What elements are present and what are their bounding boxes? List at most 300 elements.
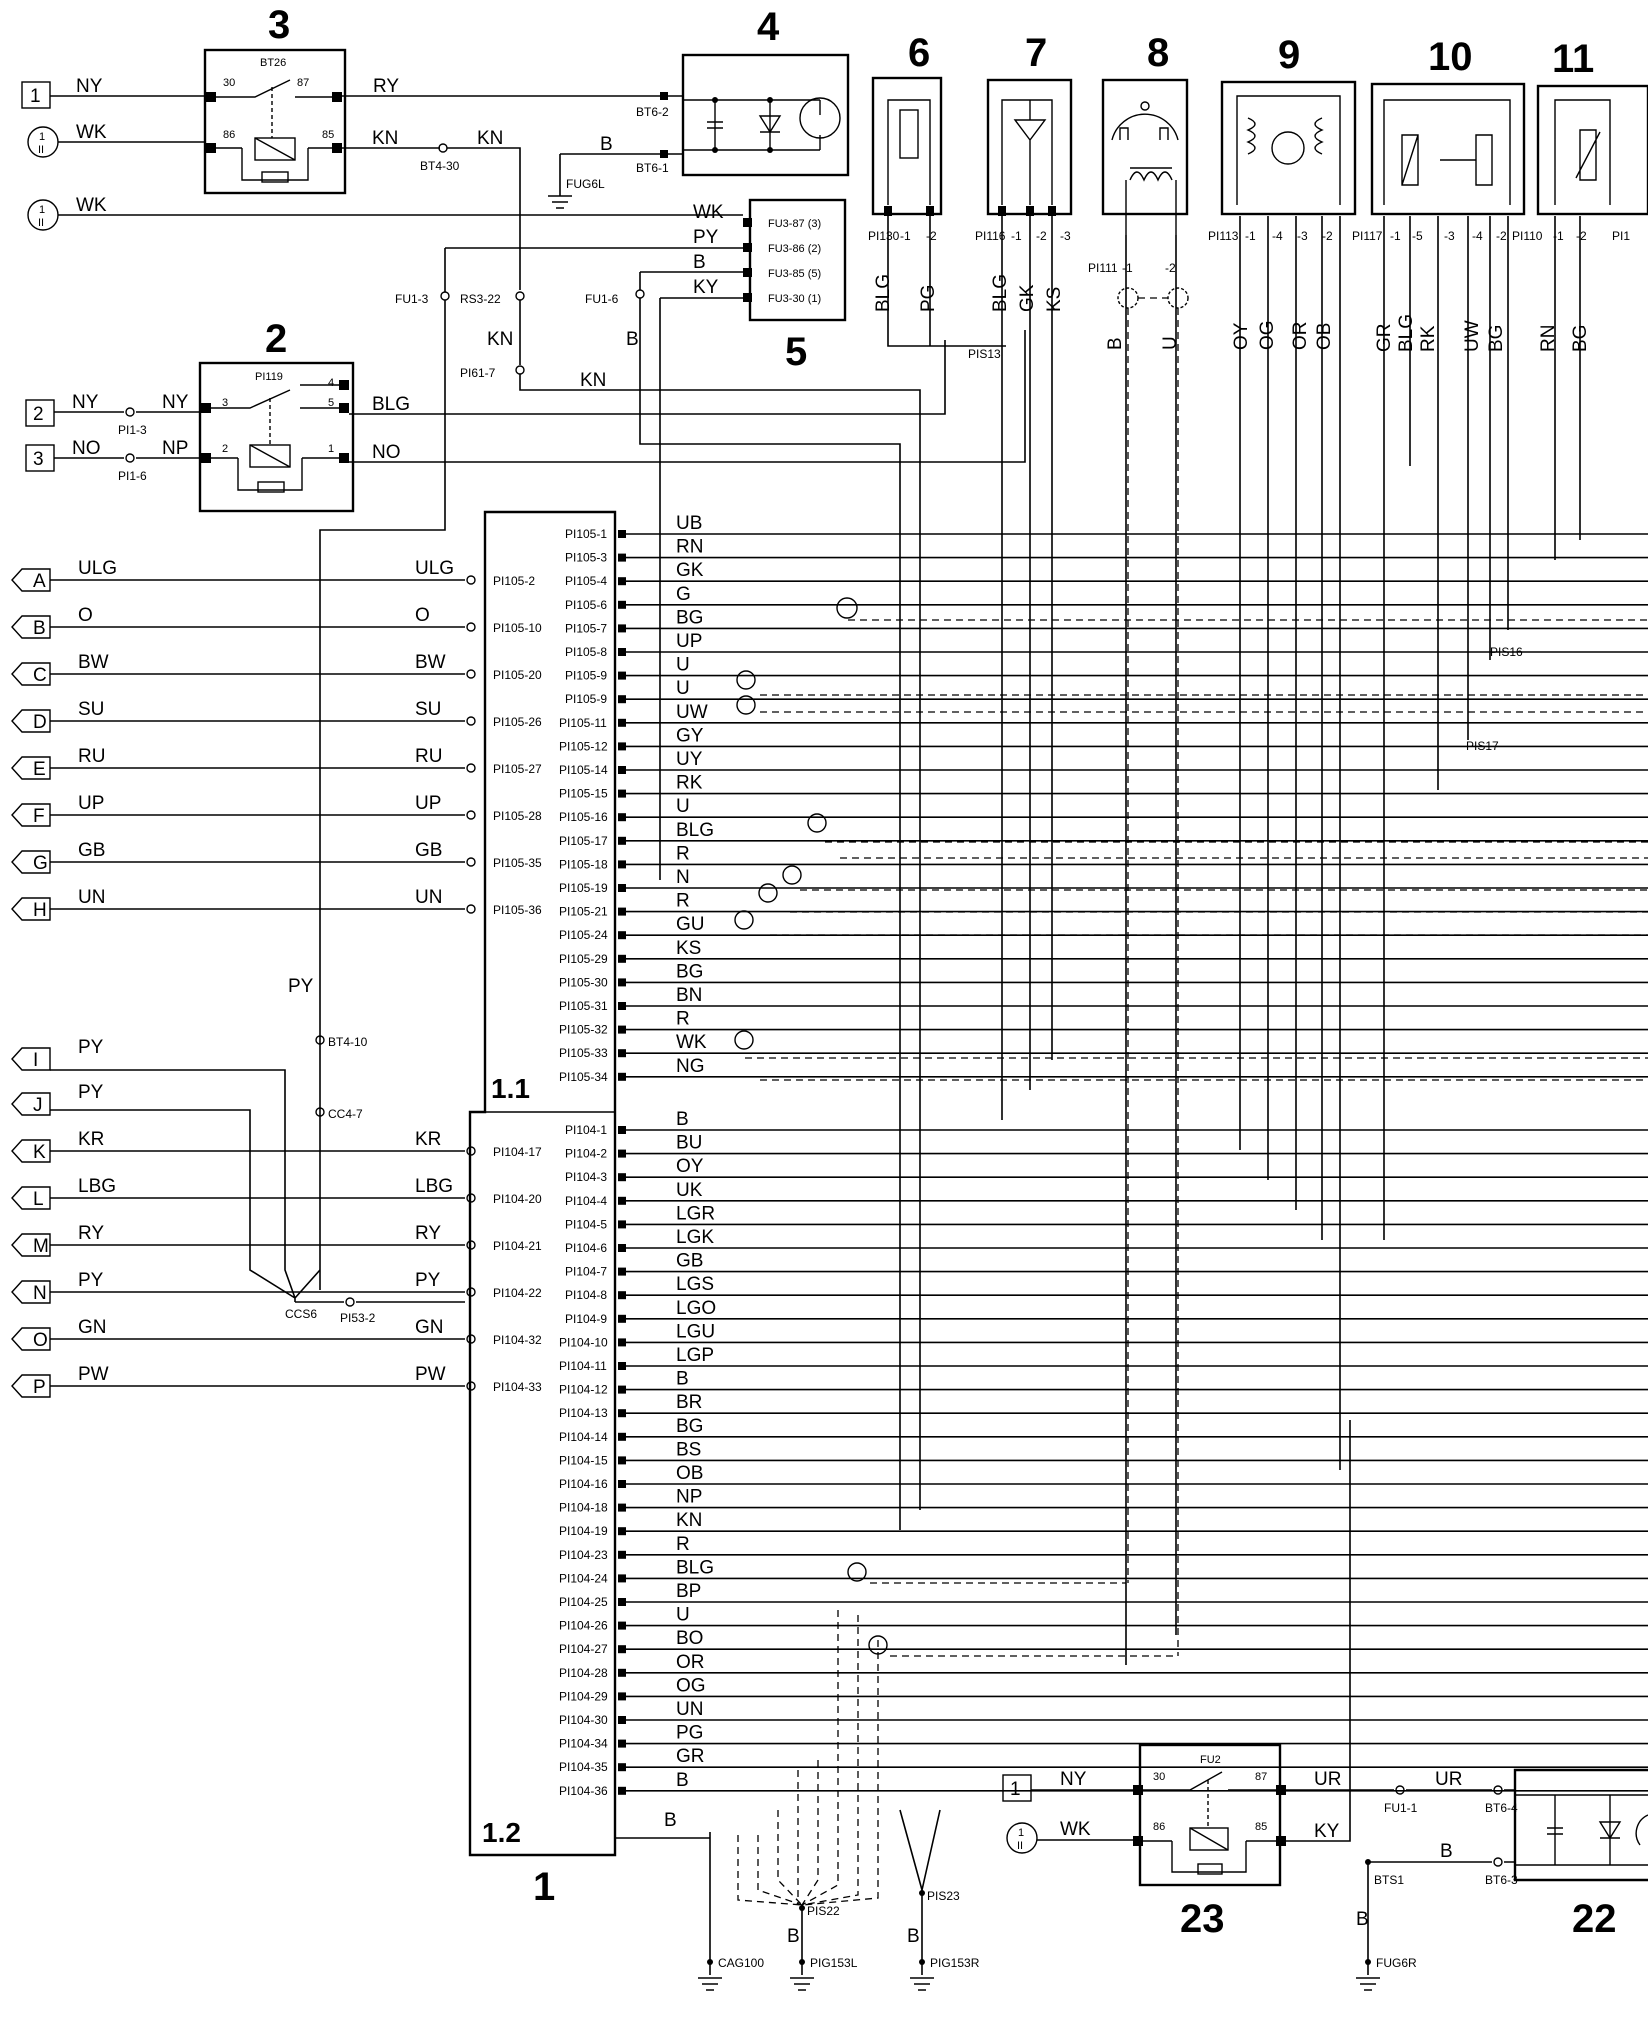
svg-text:4: 4 bbox=[328, 377, 335, 389]
svg-text:PI110: PI110 bbox=[1512, 229, 1543, 243]
pin-contact bbox=[618, 766, 626, 774]
pin-contact bbox=[618, 530, 626, 538]
terminal-letter-p: P bbox=[33, 1377, 46, 1398]
component-4-motor bbox=[683, 55, 848, 175]
ecu-pin-label: PI105-7 bbox=[565, 621, 608, 636]
svg-text:PY: PY bbox=[288, 976, 314, 997]
ecu-input-wire-label: O bbox=[415, 605, 430, 626]
terminal-wire-label: BW bbox=[78, 652, 109, 673]
svg-text:FU2: FU2 bbox=[1200, 1754, 1221, 1766]
ecu-input-wire-label: PY bbox=[415, 1270, 441, 1291]
ecu-pin-wire-label: BG bbox=[676, 1415, 704, 1437]
terminal-wire-label: UP bbox=[78, 793, 105, 814]
svg-text:B: B bbox=[907, 1926, 920, 1947]
svg-text:30: 30 bbox=[223, 77, 236, 89]
component-number-5: 5 bbox=[785, 330, 808, 374]
pin-contact bbox=[618, 1598, 626, 1606]
ecu-pin-wire-label: GK bbox=[676, 560, 704, 582]
svg-text:86: 86 bbox=[1153, 1821, 1166, 1833]
svg-text:-1: -1 bbox=[1122, 261, 1133, 275]
ecu-input-pin-label: PI105-36 bbox=[493, 903, 542, 917]
ecu-pin-label: PI105-24 bbox=[559, 928, 608, 943]
svg-text:BLG: BLG bbox=[873, 273, 894, 312]
svg-text:-2: -2 bbox=[1576, 229, 1587, 243]
svg-text:NO: NO bbox=[372, 442, 401, 463]
ecu-pin-label: PI105-32 bbox=[559, 1022, 608, 1037]
ecu-input-pin-label: PI105-2 bbox=[493, 574, 536, 588]
svg-text:BG: BG bbox=[1486, 324, 1507, 352]
svg-text:-1: -1 bbox=[1011, 229, 1022, 243]
sensor-10 bbox=[1372, 84, 1524, 214]
pin-contact bbox=[618, 1740, 626, 1748]
ecu-pin-wire-label: B bbox=[676, 1109, 689, 1130]
terminal-letter-m: M bbox=[33, 1236, 49, 1257]
ecu-input-wire-label: PW bbox=[415, 1364, 446, 1385]
ecu-pin-label: PI104-15 bbox=[559, 1453, 608, 1468]
pin-contact bbox=[618, 1386, 626, 1394]
svg-text:PI1-6: PI1-6 bbox=[118, 469, 147, 483]
ecu-pin-label: PI104-30 bbox=[559, 1713, 608, 1727]
ecu-pin-wire-label: UB bbox=[676, 513, 703, 534]
ecu-pin-label: PI104-3 bbox=[565, 1170, 608, 1185]
ecu-pin-label: PI104-34 bbox=[559, 1736, 608, 1751]
svg-text:WK: WK bbox=[693, 202, 724, 223]
svg-text:RY: RY bbox=[373, 76, 400, 97]
ecu-pin-label: PI104-12 bbox=[559, 1382, 608, 1397]
ecu-pin-wire-label: KN bbox=[676, 1510, 703, 1532]
ecu-pin-label: PI105-12 bbox=[559, 739, 608, 754]
ecu-input-wire-label: UP bbox=[415, 793, 442, 814]
ecu-pin-wire-label: RK bbox=[676, 772, 703, 794]
svg-text:-4: -4 bbox=[1472, 229, 1483, 243]
ecu-pin-label: PI104-25 bbox=[559, 1595, 608, 1609]
ecu-pin-wire-label: R bbox=[676, 890, 690, 912]
ecu-input-wire-label: ULG bbox=[415, 558, 455, 579]
sensor-8-crank bbox=[1103, 80, 1187, 235]
ecu-input-pin-label: PI105-10 bbox=[493, 621, 542, 635]
ecu-input-wire-label: GB bbox=[415, 840, 443, 861]
pin-contact bbox=[618, 1622, 626, 1630]
ecu-pin-label: PI104-24 bbox=[559, 1571, 608, 1586]
sensor-11 bbox=[1538, 86, 1648, 214]
ecu-pin-wire-label: R bbox=[676, 1533, 690, 1555]
svg-text:PI1-3: PI1-3 bbox=[118, 423, 147, 437]
ecu-input-pin-label: PI105-27 bbox=[493, 762, 542, 776]
pin-contact bbox=[618, 790, 626, 798]
pin-socket bbox=[467, 764, 475, 772]
bus-lines bbox=[615, 288, 1648, 1990]
ecu-pin-wire-label: UN bbox=[676, 1699, 704, 1720]
ecu-pin-wire-label: B bbox=[676, 1769, 689, 1791]
component-5-fuse-block bbox=[743, 200, 845, 320]
ecu-pin-label: PI105-3 bbox=[565, 550, 608, 565]
pin-contact bbox=[618, 1480, 626, 1488]
ecu-pin-wire-label: BR bbox=[676, 1392, 703, 1414]
ecu-pin-label: PI105-14 bbox=[559, 763, 608, 777]
pin-contact bbox=[618, 554, 626, 562]
pin-socket bbox=[467, 670, 475, 678]
terminal-wire-label: KR bbox=[78, 1129, 105, 1150]
ecu-pin-label: PI104-19 bbox=[559, 1524, 608, 1539]
svg-text:PIS16: PIS16 bbox=[1490, 645, 1523, 659]
svg-text:FUG6R: FUG6R bbox=[1376, 1956, 1417, 1970]
svg-text:BTS1: BTS1 bbox=[1374, 1873, 1405, 1887]
pin-contact bbox=[618, 1173, 626, 1181]
relay-pi119 bbox=[200, 363, 353, 511]
ecu-pin-wire-label: OB bbox=[676, 1463, 704, 1484]
svg-text:PI116: PI116 bbox=[975, 229, 1006, 243]
svg-text:II: II bbox=[38, 217, 45, 229]
ecu-bottom-wire-label: B bbox=[664, 1810, 677, 1831]
svg-text:UW: UW bbox=[1462, 320, 1483, 352]
terminal-wire-label: PY bbox=[78, 1082, 104, 1103]
pin-socket bbox=[467, 811, 475, 819]
ecu-input-wire-label: BW bbox=[415, 652, 446, 673]
ecu-input-wire-label: RY bbox=[415, 1223, 442, 1244]
ecu-pin-wire-label: R bbox=[676, 843, 690, 865]
svg-text:-1: -1 bbox=[1245, 229, 1256, 243]
terminal-letter-i: I bbox=[33, 1050, 39, 1071]
ecu-pin-label: PI104-13 bbox=[559, 1406, 608, 1421]
svg-text:B: B bbox=[693, 252, 706, 273]
svg-text:UR: UR bbox=[1435, 1769, 1463, 1790]
ecu-pin-label: PI105-17 bbox=[559, 833, 608, 848]
pin-socket bbox=[467, 623, 475, 631]
ecu-pin-label: PI104-11 bbox=[559, 1359, 607, 1373]
component-number-2: 2 bbox=[265, 317, 288, 361]
pin-socket bbox=[467, 576, 475, 584]
component-number-6: 6 bbox=[908, 31, 931, 75]
ecu-pin-label: PI104-9 bbox=[565, 1311, 608, 1326]
ecu-pin-label: PI105-11 bbox=[559, 715, 607, 730]
svg-text:PI111: PI111 bbox=[1088, 261, 1118, 275]
pin-contact bbox=[618, 1645, 626, 1653]
svg-text:-4: -4 bbox=[1272, 229, 1283, 243]
svg-text:PI61-7: PI61-7 bbox=[460, 366, 496, 380]
ecu-input-wire-label: SU bbox=[415, 699, 442, 720]
svg-text:3: 3 bbox=[222, 397, 229, 409]
ecu-section-1: 1.1 bbox=[491, 1073, 530, 1104]
terminal-arrow-j bbox=[12, 1093, 50, 1115]
ecu-pin-label: PI104-27 bbox=[559, 1642, 608, 1657]
pin-contact bbox=[618, 1244, 626, 1252]
svg-text:FU1-6: FU1-6 bbox=[585, 292, 619, 306]
ecu-pin-wire-label: NP bbox=[676, 1486, 703, 1508]
ecu-pin-label: PI105-1 bbox=[565, 527, 608, 541]
svg-text:WK: WK bbox=[76, 122, 107, 143]
svg-text:B: B bbox=[1440, 1841, 1453, 1862]
ecu-pin-wire-label: KS bbox=[676, 937, 702, 959]
svg-text:PIS17: PIS17 bbox=[1466, 739, 1499, 753]
svg-text:1: 1 bbox=[39, 131, 46, 143]
pin-contact bbox=[618, 1456, 626, 1464]
svg-text:NY: NY bbox=[72, 392, 99, 413]
component-number-4: 4 bbox=[757, 5, 780, 49]
svg-text:FU3-87 (3): FU3-87 (3) bbox=[768, 218, 822, 230]
pin-contact bbox=[618, 1362, 626, 1370]
ecu-pin-wire-label: G bbox=[676, 583, 691, 605]
terminal-arrow-i bbox=[12, 1048, 50, 1070]
pin-contact bbox=[618, 1197, 626, 1205]
terminal-wire-label: O bbox=[78, 605, 93, 626]
svg-text:KN: KN bbox=[477, 128, 504, 149]
ecu-pin-wire-label: RN bbox=[676, 536, 704, 558]
svg-text:PI119: PI119 bbox=[255, 371, 283, 383]
ecu-pin-label: PI105-9 bbox=[565, 692, 608, 707]
svg-text:KY: KY bbox=[693, 277, 719, 298]
svg-text:2: 2 bbox=[222, 443, 229, 455]
ecu-pin-wire-label: LGU bbox=[676, 1321, 716, 1343]
ecu-input-pin-label: PI105-20 bbox=[493, 668, 542, 682]
terminal-1a: 1 bbox=[30, 86, 41, 107]
svg-text:PI1: PI1 bbox=[1612, 229, 1631, 243]
pin-contact bbox=[618, 837, 626, 845]
svg-text:-1: -1 bbox=[1553, 229, 1564, 243]
pin-contact bbox=[618, 1026, 626, 1034]
ecu-pin-wire-label: BLG bbox=[676, 819, 715, 841]
component-number-11: 11 bbox=[1552, 37, 1595, 81]
terminal-letter-g: G bbox=[33, 853, 48, 874]
svg-text:GR: GR bbox=[1374, 323, 1395, 352]
terminal-wire-label: RY bbox=[78, 1223, 105, 1244]
pin-contact bbox=[618, 1073, 626, 1081]
terminal-wire-label: PY bbox=[78, 1270, 104, 1291]
svg-text:KN: KN bbox=[372, 128, 399, 149]
ecu-pin-label: PI105-6 bbox=[565, 597, 608, 612]
svg-text:KY: KY bbox=[1314, 1821, 1340, 1842]
svg-text:30: 30 bbox=[1153, 1771, 1166, 1783]
pin-contact bbox=[618, 1574, 626, 1582]
svg-text:-2: -2 bbox=[1165, 261, 1176, 275]
terminal-wire-label: PW bbox=[78, 1364, 109, 1385]
svg-text:PI130: PI130 bbox=[868, 229, 900, 243]
svg-text:PIS23: PIS23 bbox=[927, 1889, 960, 1903]
terminal-letter-j: J bbox=[33, 1095, 43, 1116]
svg-text:5: 5 bbox=[328, 397, 335, 409]
svg-text:87: 87 bbox=[1255, 1771, 1268, 1783]
svg-text:PY: PY bbox=[693, 227, 719, 248]
svg-text:FU1-1: FU1-1 bbox=[1384, 1801, 1418, 1815]
terminal-letter-d: D bbox=[33, 712, 47, 733]
pin-contact bbox=[618, 908, 626, 916]
ecu-pin-label: PI105-30 bbox=[559, 975, 608, 990]
svg-text:CCS6: CCS6 bbox=[285, 1307, 318, 1321]
svg-text:NY: NY bbox=[162, 392, 189, 413]
svg-text:FUG6L: FUG6L bbox=[566, 177, 605, 191]
ecu-input-wire-label: RU bbox=[415, 746, 443, 767]
svg-text:BT6-1: BT6-1 bbox=[636, 161, 669, 175]
ecu-pin-wire-label: BS bbox=[676, 1439, 702, 1461]
ecu-pin-wire-label: OR bbox=[676, 1651, 705, 1673]
svg-text:PIG153L: PIG153L bbox=[810, 1956, 858, 1970]
svg-text:WK: WK bbox=[1060, 1819, 1091, 1840]
ecu-pin-wire-label: WK bbox=[676, 1032, 707, 1054]
svg-text:FU1-3: FU1-3 bbox=[395, 292, 429, 306]
pin-contact bbox=[618, 1409, 626, 1417]
pin-socket bbox=[467, 717, 475, 725]
pin-contact bbox=[618, 1126, 626, 1134]
svg-text:PI53-2: PI53-2 bbox=[340, 1311, 376, 1325]
svg-text:BG: BG bbox=[1570, 324, 1591, 352]
pin-contact bbox=[618, 695, 626, 703]
component-number-3: 3 bbox=[268, 3, 291, 47]
ecu-input-wire-label: LBG bbox=[415, 1176, 454, 1197]
ecu-pin-wire-label: R bbox=[676, 1008, 690, 1030]
ecu-pin-wire-label: N bbox=[676, 867, 690, 888]
svg-text:FU3-85 (5): FU3-85 (5) bbox=[768, 268, 822, 280]
ecu-pin-wire-label: LGP bbox=[676, 1345, 715, 1366]
terminal-letter-f: F bbox=[33, 806, 45, 827]
sensor-pin-labels bbox=[868, 229, 1630, 275]
terminal-letter-k: K bbox=[33, 1142, 46, 1163]
pin-socket bbox=[467, 905, 475, 913]
svg-text:1: 1 bbox=[39, 204, 46, 216]
svg-text:II: II bbox=[38, 144, 45, 156]
svg-text:1: 1 bbox=[1010, 1779, 1021, 1800]
ecu-pin-group bbox=[559, 513, 716, 1831]
svg-text:-3: -3 bbox=[1444, 229, 1455, 243]
ecu-pin-label: PI104-1 bbox=[565, 1123, 608, 1137]
sensor-9 bbox=[1222, 82, 1355, 214]
ecu-pin-label: PI105-19 bbox=[559, 881, 608, 895]
svg-text:II: II bbox=[1017, 1840, 1024, 1852]
svg-text:1: 1 bbox=[328, 443, 335, 455]
svg-text:3: 3 bbox=[33, 449, 44, 470]
relay-bt26 bbox=[205, 50, 345, 193]
pin-contact bbox=[618, 1763, 626, 1771]
svg-text:86: 86 bbox=[223, 129, 236, 141]
svg-text:B: B bbox=[626, 329, 639, 350]
ecu-input-pin-label: PI105-35 bbox=[493, 856, 542, 870]
ecu-pin-wire-label: GB bbox=[676, 1250, 704, 1272]
ecu-pin-label: PI104-6 bbox=[565, 1241, 608, 1255]
pin-contact bbox=[618, 1787, 626, 1795]
pin-contact bbox=[618, 860, 626, 868]
svg-text:BT6-2: BT6-2 bbox=[636, 105, 669, 119]
ecu-pin-wire-label: NG bbox=[676, 1055, 705, 1077]
svg-text:OG: OG bbox=[1257, 320, 1278, 350]
ecu-pin-label: PI105-21 bbox=[559, 904, 608, 919]
ecu-input-pin-label: PI104-32 bbox=[493, 1333, 542, 1347]
svg-text:RK: RK bbox=[1418, 325, 1439, 352]
pin-contact bbox=[618, 1527, 626, 1535]
ecu-pin-label: PI105-29 bbox=[559, 951, 608, 966]
ecu-pin-label: PI104-29 bbox=[559, 1689, 608, 1704]
pin-contact bbox=[618, 1291, 626, 1299]
ecu-input-wire-label: KR bbox=[415, 1129, 442, 1150]
svg-text:-1: -1 bbox=[900, 229, 911, 243]
svg-text:PIS13: PIS13 bbox=[968, 347, 1001, 361]
pin-contact bbox=[618, 601, 626, 609]
ecu-input-wire-label: UN bbox=[415, 887, 443, 908]
ecu-pin-wire-label: BN bbox=[676, 985, 703, 1006]
svg-text:B: B bbox=[787, 1926, 800, 1947]
svg-text:PI117: PI117 bbox=[1352, 229, 1383, 243]
ecu-pin-wire-label: B bbox=[676, 1368, 689, 1390]
svg-text:PG: PG bbox=[918, 284, 939, 312]
ecu-pin-label: PI105-9 bbox=[565, 668, 608, 683]
svg-text:-3: -3 bbox=[1297, 229, 1308, 243]
svg-text:BLG: BLG bbox=[990, 273, 1011, 312]
ecu-pin-wire-label: BU bbox=[676, 1132, 703, 1154]
svg-text:-2: -2 bbox=[1496, 229, 1507, 243]
pin-contact bbox=[618, 1338, 626, 1346]
ecu-pin-wire-label: U bbox=[676, 654, 690, 676]
pin-contact bbox=[618, 648, 626, 656]
pin-contact bbox=[618, 1002, 626, 1010]
ecu-pin-label: PI104-10 bbox=[559, 1335, 608, 1350]
ecu-input-pin-label: PI105-26 bbox=[493, 715, 542, 729]
svg-text:U: U bbox=[1160, 336, 1181, 350]
svg-text:87: 87 bbox=[297, 77, 310, 89]
svg-text:OY: OY bbox=[1231, 322, 1252, 350]
svg-text:KS: KS bbox=[1044, 286, 1065, 312]
svg-text:FU3-86 (2): FU3-86 (2) bbox=[768, 243, 822, 255]
ecu-pin-wire-label: PG bbox=[676, 1722, 704, 1744]
ecu-pin-wire-label: LGK bbox=[676, 1227, 715, 1248]
ecu-pin-wire-label: BLG bbox=[676, 1557, 715, 1579]
terminal-wire-label: SU bbox=[78, 699, 105, 720]
left-terminal-group bbox=[12, 558, 542, 1398]
bottom-right-wiring bbox=[1003, 1420, 1518, 1990]
ecu-pin-label: PI104-4 bbox=[565, 1193, 608, 1208]
svg-text:FU3-30 (1): FU3-30 (1) bbox=[768, 293, 822, 305]
component-number-22: 22 bbox=[1572, 1897, 1617, 1941]
ecu-pin-label: PI105-31 bbox=[559, 999, 608, 1013]
component-number-1: 1 bbox=[533, 1865, 556, 1909]
terminal-letter-o: O bbox=[33, 1330, 48, 1351]
pin-contact bbox=[618, 1268, 626, 1276]
svg-text:CC4-7: CC4-7 bbox=[328, 1107, 363, 1121]
svg-text:B: B bbox=[1105, 337, 1126, 350]
pin-contact bbox=[618, 1220, 626, 1228]
ecu-pin-label: PI104-26 bbox=[559, 1618, 608, 1633]
ecu-pin-wire-label: U bbox=[676, 796, 690, 818]
pin-contact bbox=[618, 719, 626, 727]
ecu-pin-label: PI105-8 bbox=[565, 645, 608, 659]
component-number-7: 7 bbox=[1025, 31, 1048, 75]
terminal-wire-label: RU bbox=[78, 746, 106, 767]
svg-text:BT6-3: BT6-3 bbox=[1485, 1873, 1518, 1887]
svg-text:CAG100: CAG100 bbox=[718, 1956, 765, 1970]
ecu-pin-wire-label: OY bbox=[676, 1156, 704, 1178]
svg-text:PIG153R: PIG153R bbox=[930, 1956, 980, 1970]
ecu-pin-label: PI104-14 bbox=[559, 1429, 608, 1444]
pin-contact bbox=[618, 624, 626, 632]
svg-text:-2: -2 bbox=[1322, 229, 1333, 243]
svg-text:KN: KN bbox=[580, 370, 607, 391]
terminal-wire-label: PY bbox=[78, 1037, 104, 1058]
pin-contact bbox=[618, 672, 626, 680]
pin-contact bbox=[618, 1433, 626, 1441]
ecu-pin-wire-label: UK bbox=[676, 1179, 703, 1201]
svg-text:OR: OR bbox=[1290, 321, 1311, 350]
component-number-9: 9 bbox=[1278, 33, 1301, 77]
ecu-pin-label: PI105-4 bbox=[565, 574, 608, 589]
ecu-pin-wire-label: LGO bbox=[676, 1297, 717, 1319]
pin-contact bbox=[618, 1504, 626, 1512]
ecu-input-pin-label: PI104-22 bbox=[493, 1286, 542, 1300]
svg-text:BT26: BT26 bbox=[260, 57, 287, 69]
sensor-wire-labels bbox=[873, 274, 1591, 352]
ecu-pin-label: PI105-33 bbox=[559, 1046, 608, 1061]
svg-text:GK: GK bbox=[1017, 284, 1038, 312]
ecu-pin-wire-label: UY bbox=[676, 749, 703, 770]
component-number-23: 23 bbox=[1180, 1897, 1225, 1941]
pin-contact bbox=[618, 955, 626, 963]
component-number-8: 8 bbox=[1147, 31, 1170, 75]
terminal-arrow-l bbox=[12, 1187, 50, 1209]
